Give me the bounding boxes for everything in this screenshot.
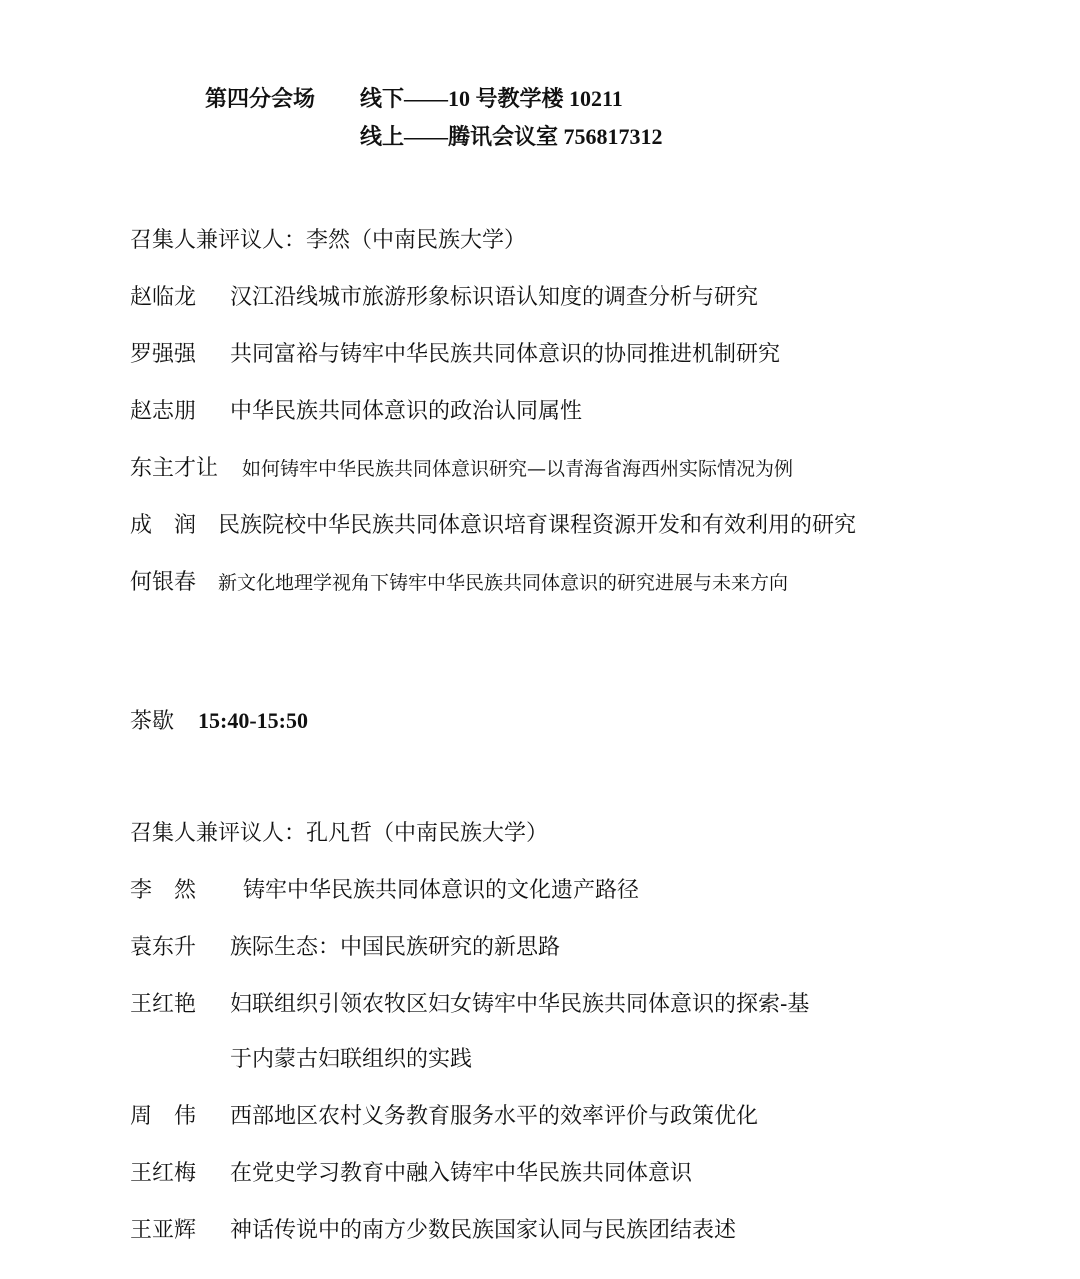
paper-title: 神话传说中的南方少数民族国家认同与民族团结表述: [230, 1218, 737, 1243]
paper-row: [130, 937, 560, 959]
presenter-name: 王亚辉: [130, 1218, 197, 1243]
session2-convener: 召集人兼评议人：孔凡哲（中南民族大学）: [130, 821, 549, 846]
paper-title: 妇联组织引领农牧区妇女铸牢中华民族共同体意识的探索-基: [230, 992, 810, 1017]
paper-title: 铸牢中华民族共同体意识的文化遗产路径: [243, 878, 640, 903]
presenter-name: 王红梅: [130, 1161, 197, 1186]
paper-title: 在党史学习教育中融入铸牢中华民族共同体意识: [230, 1161, 693, 1186]
paper-row: [130, 1220, 736, 1242]
paper-row: [130, 572, 788, 594]
break-time: 15:40-15:50: [198, 708, 308, 733]
presenter-name: 袁东升: [130, 935, 197, 960]
paper-title: 新文化地理学视角下铸牢中华民族共同体意识的研究进展与未来方向: [218, 572, 789, 594]
presenter-name: 赵志朋: [130, 399, 197, 424]
paper-row: [130, 344, 780, 366]
paper-row: [130, 458, 793, 480]
presenter-name: 东主才让: [130, 456, 219, 481]
paper-title: 族际生态：中国民族研究的新思路: [230, 935, 561, 960]
tea-break: [130, 710, 308, 733]
paper-title: 汉江沿线城市旅游形象标识语认知度的调查分析与研究: [230, 285, 759, 310]
session1-convener: 召集人兼评议人：李然（中南民族大学）: [130, 228, 527, 253]
break-label: 茶歇: [130, 709, 175, 734]
presenter-name: 成 润: [130, 513, 197, 538]
presenter-name: 罗强强: [130, 342, 197, 367]
paper-row: [130, 287, 758, 309]
paper-row: [130, 515, 856, 537]
paper-row: [130, 994, 809, 1016]
presenter-name: 王红艳: [130, 992, 197, 1017]
paper-title: 西部地区农村义务教育服务水平的效率评价与政策优化: [230, 1104, 759, 1129]
paper-title: 共同富裕与铸牢中华民族共同体意识的协同推进机制研究: [230, 342, 781, 367]
paper-row: [130, 1163, 692, 1185]
presenter-name: 赵临龙: [130, 285, 197, 310]
paper-title: 民族院校中华民族共同体意识培育课程资源开发和有效利用的研究: [218, 513, 857, 538]
online-location: 线上——腾讯会议室 756817312: [360, 124, 663, 149]
paper-title: 如何铸牢中华民族共同体意识研究—以青海省海西州实际情况为例: [242, 458, 794, 480]
paper-row: [130, 880, 639, 902]
paper-row: [130, 401, 582, 423]
paper-title-continuation: 于内蒙古妇联组织的实践: [230, 1047, 473, 1072]
paper-title: 中华民族共同体意识的政治认同属性: [230, 399, 583, 424]
offline-location: 线下——10 号教学楼 10211: [360, 86, 623, 111]
paper-row: [130, 1106, 758, 1128]
venue-label: 第四分会场: [205, 86, 316, 111]
presenter-name: 李 然: [130, 878, 197, 903]
presenter-name: 何银春: [130, 570, 197, 595]
presenter-name: 周 伟: [130, 1104, 197, 1129]
